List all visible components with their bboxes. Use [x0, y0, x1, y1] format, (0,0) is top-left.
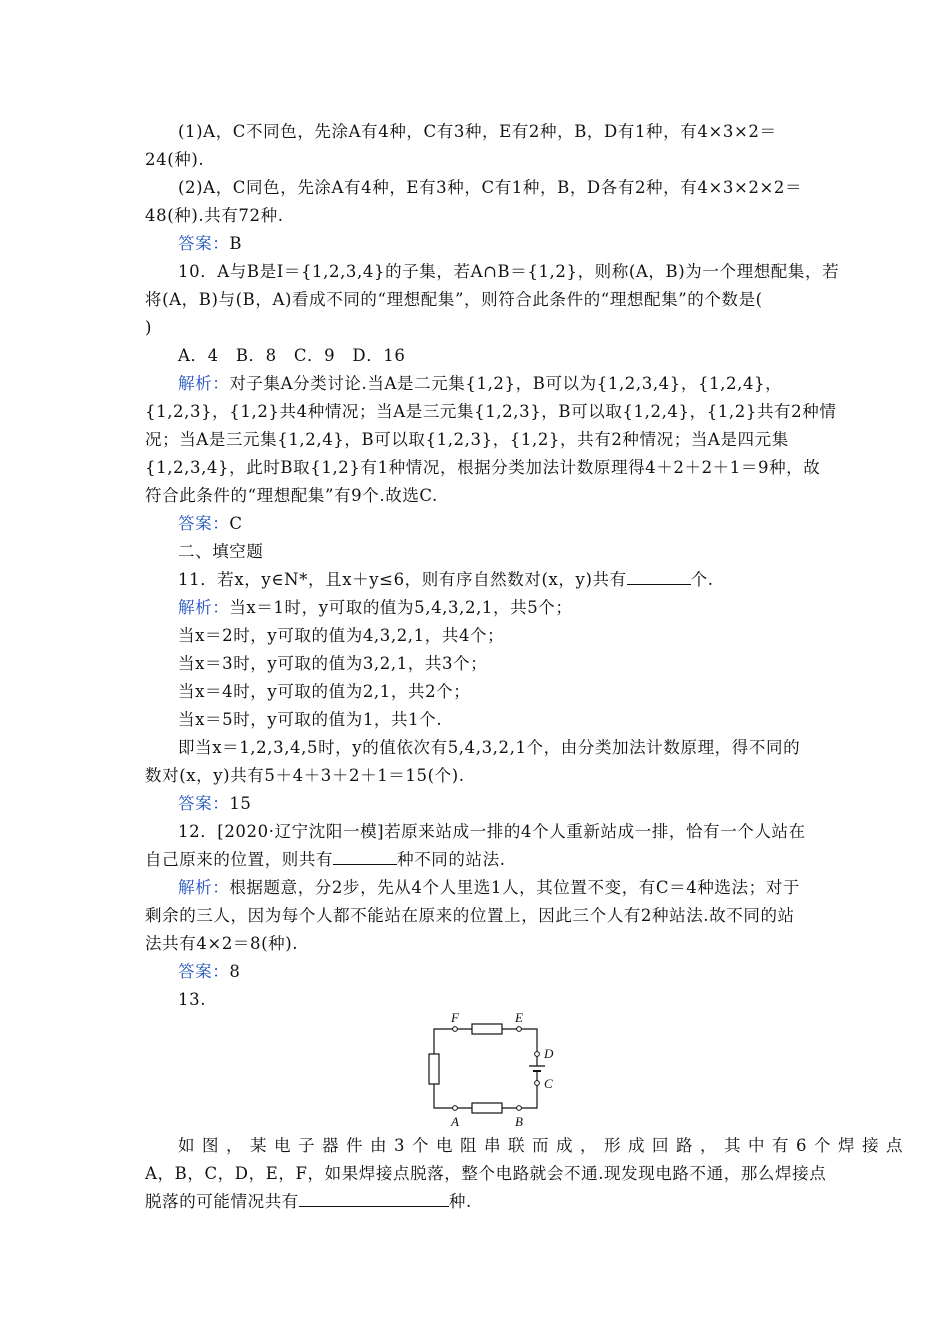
q13-text-line3 — [145, 1192, 809, 1212]
right-wire-bottom — [519, 1083, 537, 1108]
left-resistor — [429, 1054, 439, 1084]
q10-options: A．4 B．8 C．9 D．16 — [178, 346, 406, 365]
q9-case2-line2: 48(种).共有72种. — [145, 206, 284, 225]
q10-answer — [178, 514, 842, 534]
label-f: F — [451, 1010, 459, 1025]
answer-label: 答案： — [178, 962, 230, 981]
label-a: A — [451, 1114, 459, 1129]
analysis-label: 解析： — [178, 598, 230, 617]
q9-answer — [178, 234, 842, 254]
q11-analysis-line3: 当x＝3时，y可取的值为3,2,1，共3个； — [178, 654, 488, 673]
answer-label: 答案： — [178, 514, 230, 533]
q9-case2-line1: (2)A，C同色，先涂A有4种，E有3种，C有1种，B，D各有2种，有4×3×2×2＝ — [178, 178, 803, 197]
top-resistor — [472, 1024, 502, 1034]
circuit-diagram — [415, 1010, 575, 1130]
q10-stem-line2: 将(A，B)与(B，A)看成不同的“理想配集”，则符合此条件的“理想配集”的个数是( — [145, 290, 763, 309]
label-b: B — [515, 1114, 523, 1129]
section-heading: 二、填空题 — [178, 542, 264, 561]
q13-number: 13. — [178, 990, 207, 1009]
q10-analysis-line4: {1,2,3,4}，此时B取{1,2}有1种情况，根据分类加法计数原理得4＋2＋2＋1＝9种，故 — [145, 458, 821, 477]
q12-answer — [178, 962, 842, 982]
answer-label: 答案： — [178, 234, 230, 253]
q10-analysis-line5: 符合此条件的“理想配集”有9个.故选C. — [145, 486, 438, 505]
label-c: C — [544, 1076, 553, 1091]
q12-stem-tail: 种不同的站法. — [397, 850, 506, 869]
q10-analysis-line1 — [178, 374, 842, 394]
q13-text: 脱落的可能情况共有 — [145, 1192, 299, 1211]
solder-point-c — [535, 1081, 540, 1086]
answer-blank — [627, 570, 691, 585]
answer-value: 15 — [229, 794, 252, 813]
right-wire-top — [519, 1029, 537, 1054]
solder-point-a — [453, 1106, 458, 1111]
answer-value: C — [229, 514, 243, 533]
q13-text-tail: 种. — [448, 1192, 472, 1211]
q11-analysis-line2: 当x＝2时，y可取的值为4,3,2,1，共4个； — [178, 626, 505, 645]
answer-blank — [299, 1192, 449, 1207]
q9-case1-line1: (1)A，C不同色，先涂A有4种，C有3种，E有2种，B，D有1种，有4×3×2＝ — [178, 122, 777, 141]
bottom-resistor — [472, 1103, 502, 1113]
q12-stem-line2 — [145, 850, 809, 870]
answer-value: 8 — [229, 962, 241, 981]
analysis-text: 对子集A分类讨论.当A是二元集{1,2}，B可以为{1,2,3,4}，{1,2,4}， — [229, 374, 783, 393]
q10-analysis-line2: {1,2,3}，{1,2}共4种情况；当A是三元集{1,2,3}，B可以取{1,2,4}，{1,2}共有2种情 — [145, 402, 837, 421]
label-e: E — [515, 1010, 523, 1025]
solder-point-e — [517, 1027, 522, 1032]
solder-point-f — [453, 1027, 458, 1032]
q12-stem-text: 自己原来的位置，则共有 — [145, 850, 334, 869]
q11-stem-tail: 个. — [690, 570, 714, 589]
solder-point-d — [535, 1052, 540, 1057]
q13-text-line1: 如图，某电子器件由3个电阻串联而成，形成回路，其中有6个焊接点 — [178, 1136, 910, 1155]
q12-analysis-line3: 法共有4×2＝8(种). — [145, 934, 299, 953]
q11-analysis-line4: 当x＝4时，y可取的值为2,1，共2个； — [178, 682, 471, 701]
analysis-label: 解析： — [178, 374, 230, 393]
q11-stem-text: 11．若x，y∈N*，且x＋y≤6，则有序自然数对(x，y)共有 — [178, 570, 627, 589]
q13-text-line2: A，B，C，D，E，F，如果焊接点脱落，整个电路就会不通.现发现电路不通，那么焊接点 — [145, 1164, 827, 1183]
q9-case1-line2: 24(种). — [145, 150, 205, 169]
q11-summary-line2: 数对(x，y)共有5＋4＋3＋2＋1＝15(个). — [145, 766, 465, 785]
q10-analysis-line3: 况；当A是三元集{1,2,4}，B可以取{1,2,3}，{1,2}，共有2种情况；当A是四元集 — [145, 430, 789, 449]
q10-stem-line3: ) — [145, 318, 153, 337]
analysis-label: 解析： — [178, 878, 230, 897]
q11-summary-line1: 即当x＝1,2,3,4,5时，y的值依次有5,4,3,2,1个，由分类加法计数原理，得不同的 — [178, 738, 801, 757]
q12-analysis-line2: 剩余的三人，因为每个人都不能站在原来的位置上，因此三个人有2种站法.故不同的站 — [145, 906, 795, 925]
q11-answer — [178, 794, 842, 814]
q10-stem-line1: 10．A与B是I＝{1,2,3,4}的子集，若A∩B＝{1,2}，则称(A，B)为一个理想配集，若 — [178, 262, 840, 281]
answer-value: B — [229, 234, 243, 253]
q11-analysis-line1 — [178, 598, 842, 618]
answer-label: 答案： — [178, 794, 230, 813]
solder-point-b — [517, 1106, 522, 1111]
q11-analysis-line5: 当x＝5时，y可取的值为1，共1个. — [178, 710, 443, 729]
analysis-text: 当x＝1时，y可取的值为5,4,3,2,1，共5个； — [229, 598, 573, 617]
q11-stem — [178, 570, 842, 590]
analysis-text: 根据题意，分2步，先从4个人里选1人，其位置不变，有C＝4种选法；对于 — [229, 878, 800, 897]
answer-blank — [333, 850, 397, 865]
label-d: D — [544, 1046, 554, 1061]
q12-stem-line1: 12．[2020·辽宁沈阳一模]若原来站成一排的4个人重新站成一排，恰有一个人站在 — [178, 822, 806, 841]
q12-analysis-line1 — [178, 878, 842, 898]
